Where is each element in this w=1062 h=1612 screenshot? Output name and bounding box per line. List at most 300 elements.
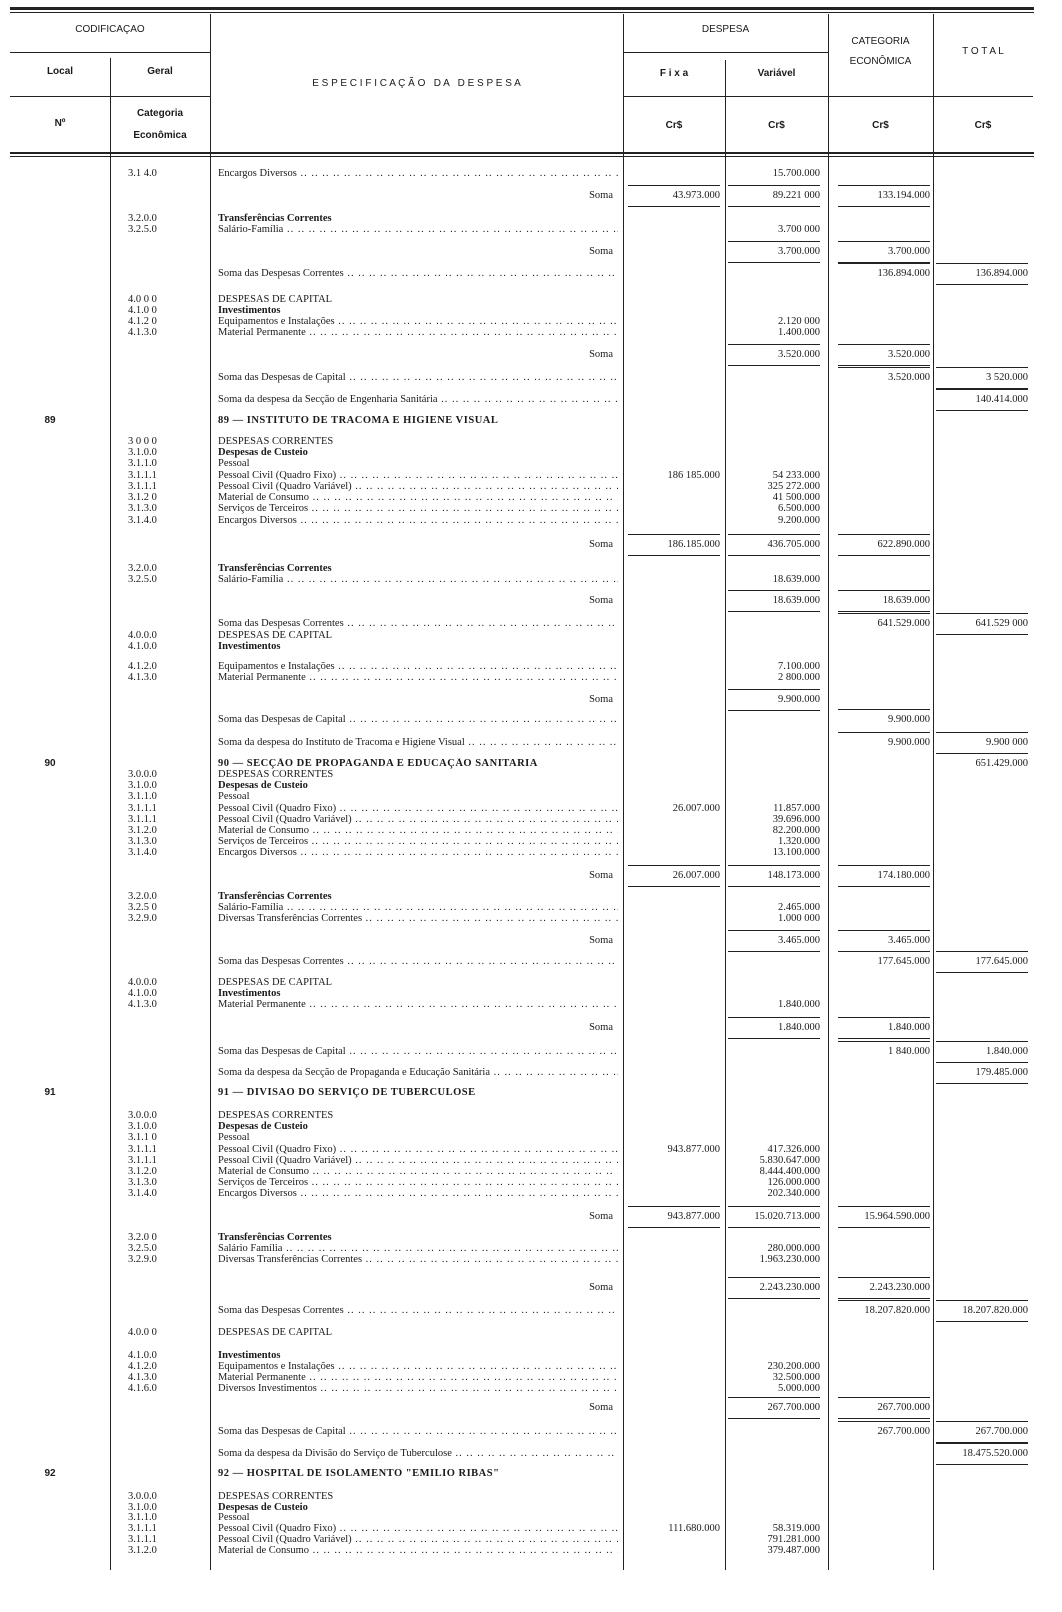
value-variavel: 9.900.000 [728, 689, 820, 711]
category-code: 3.2.5 0 [128, 902, 157, 913]
header-currency-cat: Cr$ [872, 120, 889, 131]
table-row [0, 641, 1062, 653]
value-variavel: 2.120 000 [778, 316, 820, 327]
table-row [0, 714, 1062, 726]
specification-label: Transferências Correntes [218, 1232, 332, 1243]
category-code: 3.0.0.0 [128, 1491, 157, 1502]
specification-label: Soma [589, 190, 613, 201]
category-code: 3.1.3.0 [128, 1177, 157, 1188]
category-code: 4.1.0.0 [128, 1350, 157, 1361]
specification-label: Soma da despesa da Secção de Propaganda e Educação Sanitária .. .. [218, 1067, 618, 1079]
specification-label: Material de Consumo .. .. [218, 492, 618, 504]
specification-label: 89 — INSTITUTO DE TRACOMA E HIGIENE VISUAL [218, 415, 499, 426]
table-row [0, 737, 1062, 749]
value-variavel: 89.221 000 [728, 185, 820, 207]
specification-label: Soma [589, 1022, 613, 1033]
category-code: 4.1.3.0 [128, 999, 157, 1010]
value-variavel: 436.705.000 [728, 534, 820, 556]
table-row [0, 1426, 1062, 1438]
category-code: 3.1.2.0 [128, 1166, 157, 1177]
table-row [0, 539, 1062, 551]
header-despesa: DESPESA [701, 24, 750, 35]
category-code: 3.1.3.0 [128, 503, 157, 514]
specification-label: 91 — DIVISAO DO SERVIÇO DE TUBERCULOSE [218, 1087, 476, 1098]
specification-label: Soma [589, 595, 613, 606]
specification-label: Transferências Correntes [218, 213, 332, 224]
specification-label: Serviços de Terceiros .. .. [218, 836, 618, 848]
specification-label: Diversos Investimentos .. .. [218, 1383, 618, 1395]
table-row [0, 935, 1062, 947]
category-code: 3.2.9.0 [128, 1254, 157, 1265]
value-variavel: 3.700 000 [778, 224, 820, 235]
category-code: 4.1.2.0 [128, 661, 157, 672]
category-code: 4.0 0 0 [128, 294, 157, 305]
table-row [0, 515, 1062, 527]
header-bottom-rule-thin [10, 156, 1034, 157]
value-variavel: 280.000.000 [767, 1243, 820, 1254]
value-categoria-economica: 641.529.000 [838, 613, 930, 630]
value-variavel: 5.830.647.000 [759, 1155, 820, 1166]
value-fixa: 186 185.000 [667, 470, 720, 481]
table-row [0, 870, 1062, 882]
codificacao-rule [10, 52, 210, 53]
despesa-rule [623, 52, 828, 53]
specification-label: Despesas de Custeio [218, 1121, 308, 1132]
value-categoria-economica: 267.700.000 [838, 1397, 930, 1419]
specification-label: Soma das Despesas de Capital .. .. [218, 1426, 618, 1438]
category-code: 3.1.0.0 [128, 1502, 157, 1513]
value-variavel: 9.200.000 [778, 515, 820, 526]
value-total: 18.207.820.000 [936, 1300, 1028, 1322]
category-code: 3.2.0.0 [128, 563, 157, 574]
specification-label: Soma das Despesas de Capital .. .. [218, 714, 618, 726]
category-code: 3.1.1.0 [128, 791, 157, 802]
specification-label: Diversas Transferências Correntes .. .. [218, 1254, 618, 1266]
value-variavel: 11.857.000 [773, 803, 820, 814]
header-total: T O T A L [962, 46, 1004, 57]
specification-label: Serviços de Terceiros .. .. [218, 503, 618, 515]
specification-label: Soma das Despesas Correntes .. .. [218, 268, 618, 280]
value-variavel: 325 272.000 [767, 481, 820, 492]
specification-label: Pessoal Civil (Quadro Fixo) .. .. [218, 470, 618, 482]
table-row [0, 913, 1062, 925]
value-total: 9.900 000 [936, 732, 1028, 754]
specification-label: Pessoal [218, 458, 250, 469]
value-categoria-economica: 174.180.000 [838, 865, 930, 887]
header-categoria-economica-code-1: Categoria [136, 108, 184, 119]
category-code: 4.0.0 0 [128, 1327, 157, 1338]
value-categoria-economica: 3.520.000 [838, 367, 930, 384]
category-code: 3.1.4.0 [128, 847, 157, 858]
table-row [0, 956, 1062, 968]
specification-label: DESPESAS CORRENTES [218, 1491, 334, 1502]
value-variavel: 1.320.000 [778, 836, 820, 847]
table-row [0, 1188, 1062, 1200]
table-row [0, 415, 1062, 427]
specification-label: Soma da despesa do Instituto de Tracoma e Higiene Visual .. .. [218, 737, 618, 749]
value-variavel: 1.840.000 [778, 999, 820, 1010]
header-fixa: F i x a [659, 68, 689, 79]
table-row [0, 618, 1062, 630]
specification-label: Soma das Despesas de Capital .. .. [218, 372, 618, 384]
value-categoria-economica: 9.900.000 [838, 709, 930, 726]
specification-label: Soma [589, 1282, 613, 1293]
table-row [0, 1067, 1062, 1079]
category-code: 3.0.0.0 [128, 769, 157, 780]
category-code: 3.1.0.0 [128, 447, 157, 458]
header-currency-total: Cr$ [974, 120, 992, 131]
value-variavel: 379.487.000 [767, 1545, 820, 1556]
table-row [0, 1383, 1062, 1395]
value-variavel: 41 500.000 [772, 492, 820, 503]
value-variavel: 32.500.000 [772, 1372, 820, 1383]
value-fixa: 943.877.000 [667, 1144, 720, 1155]
category-code: 4.0.0.0 [128, 630, 157, 641]
category-code: 3.1.4.0 [128, 1188, 157, 1199]
value-categoria-economica: 9.900.000 [838, 732, 930, 749]
category-code: 3.1.4.0 [128, 515, 157, 526]
category-code: 4.1.0 0 [128, 305, 157, 316]
specification-label: Soma [589, 694, 613, 705]
specification-label: 90 — SECÇÃO DE PROPAGANDA E EDUCAÇÃO SANITARIA [218, 758, 538, 769]
specification-label: DESPESAS CORRENTES [218, 436, 334, 447]
value-variavel: 82.200.000 [772, 825, 820, 836]
value-variavel: 1.840.000 [728, 1017, 820, 1039]
table-row [0, 224, 1062, 236]
specification-label: Transferências Correntes [218, 563, 332, 574]
header-categoria-economica-2: ECONÔMICA [849, 56, 912, 67]
specification-label: Material Permanente .. .. [218, 999, 618, 1011]
specification-label: Soma [589, 246, 613, 257]
category-code: 3.2.9.0 [128, 913, 157, 924]
value-variavel: 2.465.000 [778, 902, 820, 913]
category-code: 4.1.3.0 [128, 1372, 157, 1383]
category-code: 3.1.1.1 [128, 470, 157, 481]
value-total: 177.645.000 [936, 951, 1028, 973]
specification-label: Soma [589, 935, 613, 946]
value-categoria-economica: 177.645.000 [838, 951, 930, 968]
value-fixa: 43.973.000 [628, 185, 720, 207]
top-rule [10, 7, 1034, 10]
table-row [0, 268, 1062, 280]
specification-label: Salário Família .. .. [218, 1243, 618, 1255]
value-categoria-economica: 18.639.000 [838, 590, 930, 612]
category-code: 4.1.2 0 [128, 316, 157, 327]
specification-label: Material de Consumo .. .. [218, 825, 618, 837]
value-categoria-economica: 1 840.000 [838, 1041, 930, 1058]
category-code: 3.1.1.1 [128, 1534, 157, 1545]
specification-label: Soma da despesa da Secção de Engenharia Sanitária .. .. [218, 394, 618, 406]
header-geral: Geral [147, 66, 173, 77]
table-row [0, 1211, 1062, 1223]
local-number: 92 [44, 1468, 56, 1479]
category-code: 4.0.0.0 [128, 977, 157, 988]
category-code: 4.1.0.0 [128, 641, 157, 652]
specification-label: Soma das Despesas Correntes .. .. [218, 956, 618, 968]
value-variavel: 13.100.000 [772, 847, 820, 858]
table-row [0, 1305, 1062, 1317]
value-total: 18.475.520.000 [936, 1443, 1028, 1465]
category-code: 3.1.1 0 [128, 1132, 157, 1143]
category-code: 3.1.2.0 [128, 1545, 157, 1556]
specification-label: Pessoal Civil (Quadro Variável) .. .. [218, 1534, 618, 1546]
value-categoria-economica: 3.520.000 [838, 344, 930, 366]
category-code: 3.1.1.0 [128, 1512, 157, 1523]
table-row [0, 1448, 1062, 1460]
value-variavel: 1.963.230.000 [759, 1254, 820, 1265]
specification-label: Salário-Família .. .. [218, 224, 618, 236]
category-code: 3.2.0.0 [128, 891, 157, 902]
table-row [0, 1282, 1062, 1294]
header-currency-var: Cr$ [768, 120, 785, 131]
value-total: 641.529 000 [936, 613, 1028, 635]
specification-label: Soma das Despesas de Capital .. .. [218, 1046, 618, 1058]
specification-label: Material de Consumo .. .. [218, 1166, 618, 1178]
value-total: 140.414.000 [936, 389, 1028, 411]
specification-label: Material de Consumo .. .. [218, 1545, 618, 1557]
category-code: 3.1.0.0 [128, 780, 157, 791]
specification-label: Despesas de Custeio [218, 780, 308, 791]
value-variavel: 7.100.000 [778, 661, 820, 672]
specification-label: Investimentos [218, 988, 281, 999]
table-row [0, 1468, 1062, 1480]
specification-label: Salário-Família .. .. [218, 902, 618, 914]
value-variavel: 18.639.000 [728, 590, 820, 612]
table-row [0, 1402, 1062, 1414]
category-code: 3.1.2.0 [128, 825, 157, 836]
category-code: 3.1.3.0 [128, 836, 157, 847]
table-row [0, 672, 1062, 684]
category-code: 3.2.5.0 [128, 574, 157, 585]
specification-label: Pessoal [218, 1512, 250, 1523]
value-variavel: 202.340.000 [767, 1188, 820, 1199]
local-number: 89 [44, 415, 56, 426]
value-total: 3 520.000 [936, 367, 1028, 389]
header-bottom-rule [10, 152, 1034, 154]
table-row [0, 349, 1062, 361]
specification-label: Soma das Despesas Correntes .. .. [218, 1305, 618, 1317]
specification-label: DESPESAS DE CAPITAL [218, 1327, 333, 1338]
table-row [0, 1087, 1062, 1099]
specification-label: Soma [589, 349, 613, 360]
value-variavel: 58.319.000 [772, 1523, 820, 1534]
table-row [0, 327, 1062, 339]
category-code: 3.1 4.0 [128, 168, 157, 179]
value-variavel: 2.243.230.000 [728, 1277, 820, 1299]
category-code: 4.1.3.0 [128, 672, 157, 683]
value-variavel: 126.000.000 [767, 1177, 820, 1188]
specification-label: DESPESAS DE CAPITAL [218, 630, 333, 641]
value-total: 651.429.000 [975, 758, 1028, 769]
value-categoria-economica: 267.700.000 [838, 1421, 930, 1438]
table-row [0, 1327, 1062, 1339]
specification-label: Encargos Diversos .. .. [218, 847, 618, 859]
value-variavel: 417.326.000 [767, 1144, 820, 1155]
header-variavel: Variável [757, 68, 796, 79]
table-row [0, 1254, 1062, 1266]
header-currency-fixa: Cr$ [665, 120, 683, 131]
specification-label: Soma [589, 870, 613, 881]
value-variavel: 791.281.000 [767, 1534, 820, 1545]
value-total: 1.840.000 [936, 1041, 1028, 1063]
specification-label: Soma [589, 539, 613, 550]
category-code: 3.1.1.1 [128, 1144, 157, 1155]
top-rule-thin [10, 12, 1034, 13]
header-codificacao: CODIFICAÇAO [75, 24, 145, 35]
value-variavel: 6.500.000 [778, 503, 820, 514]
value-variavel: 54 233.000 [772, 470, 820, 481]
table-row [0, 847, 1062, 859]
specification-label: Pessoal Civil (Quadro Variável) .. .. [218, 1155, 618, 1167]
category-code: 3.1.1.1 [128, 1155, 157, 1166]
specification-label: Pessoal [218, 791, 250, 802]
table-row [0, 372, 1062, 384]
table-row [0, 595, 1062, 607]
specification-label: Investimentos [218, 305, 281, 316]
value-variavel: 148.173.000 [728, 865, 820, 887]
value-categoria-economica: 136.894.000 [838, 263, 930, 280]
value-variavel: 3.520.000 [728, 344, 820, 366]
table-row [0, 1022, 1062, 1034]
table-row [0, 999, 1062, 1011]
category-code: 3.1.1.0 [128, 458, 157, 469]
specification-label: Pessoal Civil (Quadro Fixo) .. .. [218, 803, 618, 815]
value-categoria-economica: 622.890.000 [838, 534, 930, 556]
category-code: 3.2.0.0 [128, 213, 157, 224]
table-row [0, 458, 1062, 470]
category-code: 3.1.1.1 [128, 803, 157, 814]
specification-label: Encargos Diversos .. .. [218, 168, 618, 180]
specification-label: Material Permanente .. .. [218, 672, 618, 684]
table-row [0, 246, 1062, 258]
table-row [0, 168, 1062, 180]
specification-label: Equipamentos e Instalações .. .. [218, 1361, 618, 1373]
value-variavel: 3.465.000 [728, 930, 820, 952]
table-row [0, 190, 1062, 202]
specification-label: Pessoal Civil (Quadro Fixo) .. .. [218, 1144, 618, 1156]
value-categoria-economica: 133.194.000 [838, 185, 930, 207]
category-code: 3.2.5.0 [128, 1243, 157, 1254]
specification-label: Encargos Diversos .. .. [218, 515, 618, 527]
table-row [0, 1046, 1062, 1058]
value-categoria-economica: 15.964.590.000 [838, 1206, 930, 1228]
specification-label: Pessoal [218, 1132, 250, 1143]
category-code: 3.1.1.1 [128, 481, 157, 492]
specification-label: Material Permanente .. .. [218, 1372, 618, 1384]
header-categoria-economica-code-2: Econômica [133, 130, 187, 141]
value-variavel: 1.000 000 [778, 913, 820, 924]
value-total: 136.894.000 [936, 263, 1028, 285]
specification-label: Soma da despesa da Divisão do Serviço de Tuberculose .. .. [218, 1448, 618, 1460]
value-variavel: 15.700.000 [772, 168, 820, 179]
value-variavel: 8.444.400.000 [759, 1166, 820, 1177]
category-code: 4.1.0.0 [128, 988, 157, 999]
value-categoria-economica: 2.243.230.000 [838, 1277, 930, 1299]
category-code: 3.0.0.0 [128, 1110, 157, 1121]
value-categoria-economica: 3.465.000 [838, 930, 930, 952]
category-code: 3.2.5.0 [128, 224, 157, 235]
local-number: 91 [44, 1087, 56, 1098]
category-code: 3.2.0 0 [128, 1232, 157, 1243]
specification-label: Pessoal Civil (Quadro Variável) .. .. [218, 814, 618, 826]
specification-label: Despesas de Custeio [218, 1502, 308, 1513]
specification-label: Pessoal Civil (Quadro Variável) .. .. [218, 481, 618, 493]
category-code: 3.1.2 0 [128, 492, 157, 503]
specification-label: Salário-Família .. .. [218, 574, 618, 586]
specification-label: Soma das Despesas Correntes .. .. [218, 618, 618, 630]
value-categoria-economica: 18.207.820.000 [838, 1300, 930, 1317]
category-code: 3.1.1.1 [128, 1523, 157, 1534]
specification-label: DESPESAS DE CAPITAL [218, 977, 333, 988]
category-code: 4.1.2.0 [128, 1361, 157, 1372]
value-fixa: 26.007.000 [672, 803, 720, 814]
category-code: 3.1.1.1 [128, 814, 157, 825]
table-row [0, 1132, 1062, 1144]
value-total: 267.700.000 [936, 1421, 1028, 1443]
header-categoria-economica-1: CATEGORIA [851, 36, 910, 47]
specification-label: Encargos Diversos .. .. [218, 1188, 618, 1200]
value-variavel: 2 800.000 [778, 672, 820, 683]
value-variavel: 39.696.000 [772, 814, 820, 825]
specification-label: DESPESAS CORRENTES [218, 1110, 334, 1121]
value-variavel: 5.000.000 [778, 1383, 820, 1394]
specification-label: DESPESAS DE CAPITAL [218, 294, 333, 305]
specification-label: Equipamentos e Instalações .. .. [218, 316, 618, 328]
header-numero: Nº [54, 118, 66, 129]
specification-label: Despesas de Custeio [218, 447, 308, 458]
value-variavel: 230.200.000 [767, 1361, 820, 1372]
specification-label: Diversas Transferências Correntes .. .. [218, 913, 618, 925]
table-row [0, 694, 1062, 706]
table-row [0, 503, 1062, 515]
specification-label: DESPESAS CORRENTES [218, 769, 334, 780]
value-variavel: 15.020.713.000 [728, 1206, 820, 1228]
specification-label: Serviços de Terceiros .. .. [218, 1177, 618, 1189]
category-code: 4.1.3.0 [128, 327, 157, 338]
value-fixa: 111.680.000 [668, 1523, 720, 1534]
value-variavel: 267.700.000 [728, 1397, 820, 1419]
value-total: 179.485.000 [936, 1062, 1028, 1084]
table-row [0, 791, 1062, 803]
local-number: 90 [44, 758, 56, 769]
value-fixa: 943.877.000 [628, 1206, 720, 1228]
value-categoria-economica: 1.840.000 [838, 1017, 930, 1039]
header-especificacao: E S P E C I F I C A Ç Ã O D A D E S P E S A [312, 78, 521, 89]
specification-label: Soma [589, 1402, 613, 1413]
specification-label: Equipamentos e Instalações .. .. [218, 661, 618, 673]
value-variavel: 18.639.000 [772, 574, 820, 585]
header-local: Local [46, 66, 74, 77]
category-code: 3 0 0 0 [128, 436, 157, 447]
value-variavel: 3.700.000 [728, 241, 820, 263]
table-row [0, 394, 1062, 406]
value-fixa: 26.007.000 [628, 865, 720, 887]
specification-label: 92 — HOSPITAL DE ISOLAMENTO "EMILIO RIBAS" [218, 1468, 500, 1479]
category-code: 3.1.0.0 [128, 1121, 157, 1132]
table-row [0, 574, 1062, 586]
table-row [0, 1545, 1062, 1557]
specification-label: Investimentos [218, 1350, 281, 1361]
value-variavel: 1.400.000 [778, 327, 820, 338]
value-fixa: 186.185.000 [628, 534, 720, 556]
specification-label: Material Permanente .. .. [218, 327, 618, 339]
value-categoria-economica: 3.700.000 [838, 241, 930, 263]
specification-label: Pessoal Civil (Quadro Fixo) .. .. [218, 1523, 618, 1535]
category-code: 4.1.6.0 [128, 1383, 157, 1394]
specification-label: Soma [589, 1211, 613, 1222]
specification-label: Investimentos [218, 641, 281, 652]
specification-label: Transferências Correntes [218, 891, 332, 902]
